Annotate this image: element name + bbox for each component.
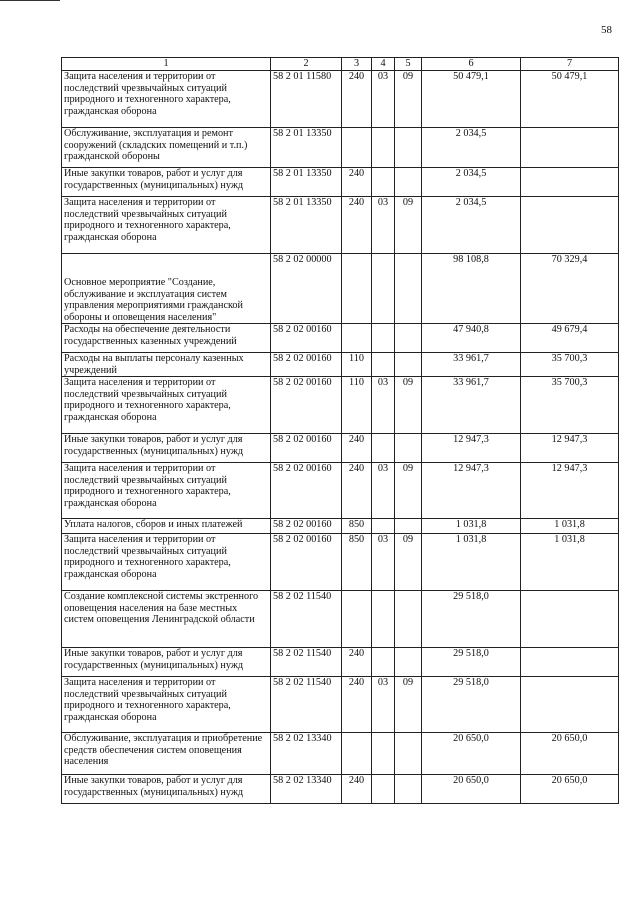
row-col-4: 03 bbox=[372, 71, 395, 128]
row-col-7: 12 947,3 bbox=[521, 463, 619, 519]
row-col-5: 09 bbox=[395, 197, 422, 254]
row-col-5: 09 bbox=[395, 463, 422, 519]
row-code: 58 2 02 11540 bbox=[271, 648, 342, 677]
row-col-4: 03 bbox=[372, 197, 395, 254]
row-col-7: 35 700,3 bbox=[521, 377, 619, 434]
row-code: 58 2 02 11540 bbox=[271, 677, 342, 733]
row-name: Защита населения и территории от последствий чрезвычайных ситуаций природного и техногенного характера, гражданская оборона bbox=[62, 677, 271, 733]
row-name: Обслуживание, эксплуатация и приобретение средств обеспечения систем оповещения населения bbox=[62, 733, 271, 775]
row-name: Защита населения и территории от последствий чрезвычайных ситуаций природного и техногенного характера, гражданская оборона bbox=[62, 377, 271, 434]
row-col-5 bbox=[395, 775, 422, 804]
row-col-4 bbox=[372, 128, 395, 168]
header-col-1: 1 bbox=[62, 58, 271, 71]
row-col-4 bbox=[372, 648, 395, 677]
row-col-6: 12 947,3 bbox=[422, 434, 521, 463]
row-name: Защита населения и территории от последствий чрезвычайных ситуаций природного и техногенного характера, гражданская оборона bbox=[62, 71, 271, 128]
row-col-5 bbox=[395, 353, 422, 377]
row-col-5 bbox=[395, 168, 422, 197]
table-row bbox=[62, 353, 619, 377]
row-col-7: 35 700,3 bbox=[521, 353, 619, 377]
row-col-3 bbox=[342, 324, 372, 353]
row-code: 58 2 02 13340 bbox=[271, 775, 342, 804]
row-name: Уплата налогов, сборов и иных платежей bbox=[62, 519, 271, 534]
row-col-4: 03 bbox=[372, 677, 395, 733]
row-col-7: 1 031,8 bbox=[521, 519, 619, 534]
row-col-6: 33 961,7 bbox=[422, 377, 521, 434]
top-edge-rule bbox=[0, 0, 60, 1]
row-col-7 bbox=[521, 197, 619, 254]
budget-table bbox=[61, 57, 619, 804]
row-col-7: 70 329,4 bbox=[521, 254, 619, 324]
row-col-4 bbox=[372, 733, 395, 775]
row-col-6: 2 034,5 bbox=[422, 168, 521, 197]
row-col-4 bbox=[372, 591, 395, 648]
row-col-5: 09 bbox=[395, 377, 422, 434]
row-col-6: 50 479,1 bbox=[422, 71, 521, 128]
row-name: Расходы на выплаты персоналу казенных учреждений bbox=[62, 353, 271, 377]
row-col-3: 240 bbox=[342, 197, 372, 254]
row-col-3: 850 bbox=[342, 519, 372, 534]
row-col-7: 1 031,8 bbox=[521, 534, 619, 591]
row-col-6: 47 940,8 bbox=[422, 324, 521, 353]
row-code: 58 2 01 13350 bbox=[271, 197, 342, 254]
row-code: 58 2 01 11580 bbox=[271, 71, 342, 128]
row-col-6: 20 650,0 bbox=[422, 775, 521, 804]
header-col-7: 7 bbox=[521, 58, 619, 71]
table-row bbox=[62, 324, 619, 353]
row-code: 58 2 02 00160 bbox=[271, 324, 342, 353]
row-code: 58 2 02 00000 bbox=[271, 254, 342, 324]
table-row bbox=[62, 197, 619, 254]
row-name: Расходы на обеспечение деятельности государственных казенных учреждений bbox=[62, 324, 271, 353]
row-col-7: 49 679,4 bbox=[521, 324, 619, 353]
row-col-3: 240 bbox=[342, 677, 372, 733]
row-col-3: 850 bbox=[342, 534, 372, 591]
row-col-4 bbox=[372, 519, 395, 534]
row-col-5 bbox=[395, 324, 422, 353]
header-col-2: 2 bbox=[271, 58, 342, 71]
row-col-5: 09 bbox=[395, 677, 422, 733]
table-row bbox=[62, 677, 619, 733]
row-col-4 bbox=[372, 168, 395, 197]
row-col-6: 1 031,8 bbox=[422, 534, 521, 591]
row-col-6: 1 031,8 bbox=[422, 519, 521, 534]
row-name: Создание комплексной системы экстренного оповещения населения на базе местных систем оповещения Ленинградской области bbox=[62, 591, 271, 648]
row-col-3: 110 bbox=[342, 353, 372, 377]
row-col-6: 20 650,0 bbox=[422, 733, 521, 775]
row-col-7 bbox=[521, 591, 619, 648]
row-col-5 bbox=[395, 733, 422, 775]
row-col-5 bbox=[395, 128, 422, 168]
row-name: Иные закупки товаров, работ и услуг для государственных (муниципальных) нужд bbox=[62, 775, 271, 804]
row-col-4: 03 bbox=[372, 377, 395, 434]
row-col-7: 20 650,0 bbox=[521, 733, 619, 775]
row-col-3 bbox=[342, 733, 372, 775]
row-col-5: 09 bbox=[395, 71, 422, 128]
row-col-3: 110 bbox=[342, 377, 372, 434]
row-col-3: 240 bbox=[342, 775, 372, 804]
row-code: 58 2 02 00160 bbox=[271, 519, 342, 534]
row-col-5 bbox=[395, 591, 422, 648]
page-number: 58 bbox=[601, 24, 612, 36]
row-code: 58 2 02 00160 bbox=[271, 434, 342, 463]
row-col-3: 240 bbox=[342, 168, 372, 197]
row-col-3 bbox=[342, 591, 372, 648]
row-name: Обслуживание, эксплуатация и ремонт сооружений (складских помещений и т.п.) гражданской обороны bbox=[62, 128, 271, 168]
row-col-4 bbox=[372, 775, 395, 804]
row-col-7: 50 479,1 bbox=[521, 71, 619, 128]
table-row bbox=[62, 71, 619, 128]
table-row bbox=[62, 377, 619, 434]
row-col-4: 03 bbox=[372, 463, 395, 519]
table-row bbox=[62, 128, 619, 168]
row-col-7: 20 650,0 bbox=[521, 775, 619, 804]
row-name: Защита населения и территории от последствий чрезвычайных ситуаций природного и техногенного характера, гражданская оборона bbox=[62, 197, 271, 254]
row-code: 58 2 02 00160 bbox=[271, 353, 342, 377]
row-col-6: 33 961,7 bbox=[422, 353, 521, 377]
row-col-5 bbox=[395, 648, 422, 677]
row-col-6: 12 947,3 bbox=[422, 463, 521, 519]
row-name: Основное мероприятие "Создание, обслуживание и эксплуатация систем управления мероприятиями гражданской обороны и оповещения населения" bbox=[62, 254, 271, 324]
row-code: 58 2 02 00160 bbox=[271, 463, 342, 519]
table-row bbox=[62, 648, 619, 677]
row-col-6: 29 518,0 bbox=[422, 677, 521, 733]
row-col-7: 12 947,3 bbox=[521, 434, 619, 463]
row-col-7 bbox=[521, 128, 619, 168]
row-name: Защита населения и территории от последствий чрезвычайных ситуаций природного и техногенного характера, гражданская оборона bbox=[62, 463, 271, 519]
table-row bbox=[62, 534, 619, 591]
row-col-7 bbox=[521, 648, 619, 677]
header-col-3: 3 bbox=[342, 58, 372, 71]
row-col-6: 2 034,5 bbox=[422, 197, 521, 254]
row-col-4: 03 bbox=[372, 534, 395, 591]
row-col-5 bbox=[395, 254, 422, 324]
row-code: 58 2 01 13350 bbox=[271, 128, 342, 168]
row-col-6: 29 518,0 bbox=[422, 648, 521, 677]
row-name: Защита населения и территории от последствий чрезвычайных ситуаций природного и техногенного характера, гражданская оборона bbox=[62, 534, 271, 591]
row-col-4 bbox=[372, 324, 395, 353]
row-code: 58 2 02 13340 bbox=[271, 733, 342, 775]
row-col-3: 240 bbox=[342, 71, 372, 128]
row-name: Иные закупки товаров, работ и услуг для государственных (муниципальных) нужд bbox=[62, 168, 271, 197]
table-row bbox=[62, 591, 619, 648]
row-col-6: 2 034,5 bbox=[422, 128, 521, 168]
row-col-3: 240 bbox=[342, 648, 372, 677]
row-code: 58 2 02 00160 bbox=[271, 534, 342, 591]
header-col-4: 4 bbox=[372, 58, 395, 71]
row-col-5 bbox=[395, 519, 422, 534]
row-col-4 bbox=[372, 353, 395, 377]
header-col-5: 5 bbox=[395, 58, 422, 71]
table-body bbox=[62, 71, 619, 804]
row-code: 58 2 02 00160 bbox=[271, 377, 342, 434]
table-row bbox=[62, 733, 619, 775]
row-col-5: 09 bbox=[395, 534, 422, 591]
table-row bbox=[62, 775, 619, 804]
row-code: 58 2 01 13350 bbox=[271, 168, 342, 197]
row-col-4 bbox=[372, 254, 395, 324]
row-col-6: 98 108,8 bbox=[422, 254, 521, 324]
header-col-6: 6 bbox=[422, 58, 521, 71]
row-col-7 bbox=[521, 677, 619, 733]
table-row bbox=[62, 519, 619, 534]
row-col-3: 240 bbox=[342, 463, 372, 519]
table-row bbox=[62, 463, 619, 519]
row-col-3 bbox=[342, 254, 372, 324]
row-col-6: 29 518,0 bbox=[422, 591, 521, 648]
row-col-4 bbox=[372, 434, 395, 463]
row-col-7 bbox=[521, 168, 619, 197]
table-row bbox=[62, 434, 619, 463]
row-col-3 bbox=[342, 128, 372, 168]
row-col-3: 240 bbox=[342, 434, 372, 463]
row-name: Иные закупки товаров, работ и услуг для государственных (муниципальных) нужд bbox=[62, 434, 271, 463]
row-code: 58 2 02 11540 bbox=[271, 591, 342, 648]
table-row bbox=[62, 254, 619, 324]
row-name: Иные закупки товаров, работ и услуг для государственных (муниципальных) нужд bbox=[62, 648, 271, 677]
row-col-5 bbox=[395, 434, 422, 463]
table-header-row bbox=[62, 58, 619, 71]
table-row bbox=[62, 168, 619, 197]
